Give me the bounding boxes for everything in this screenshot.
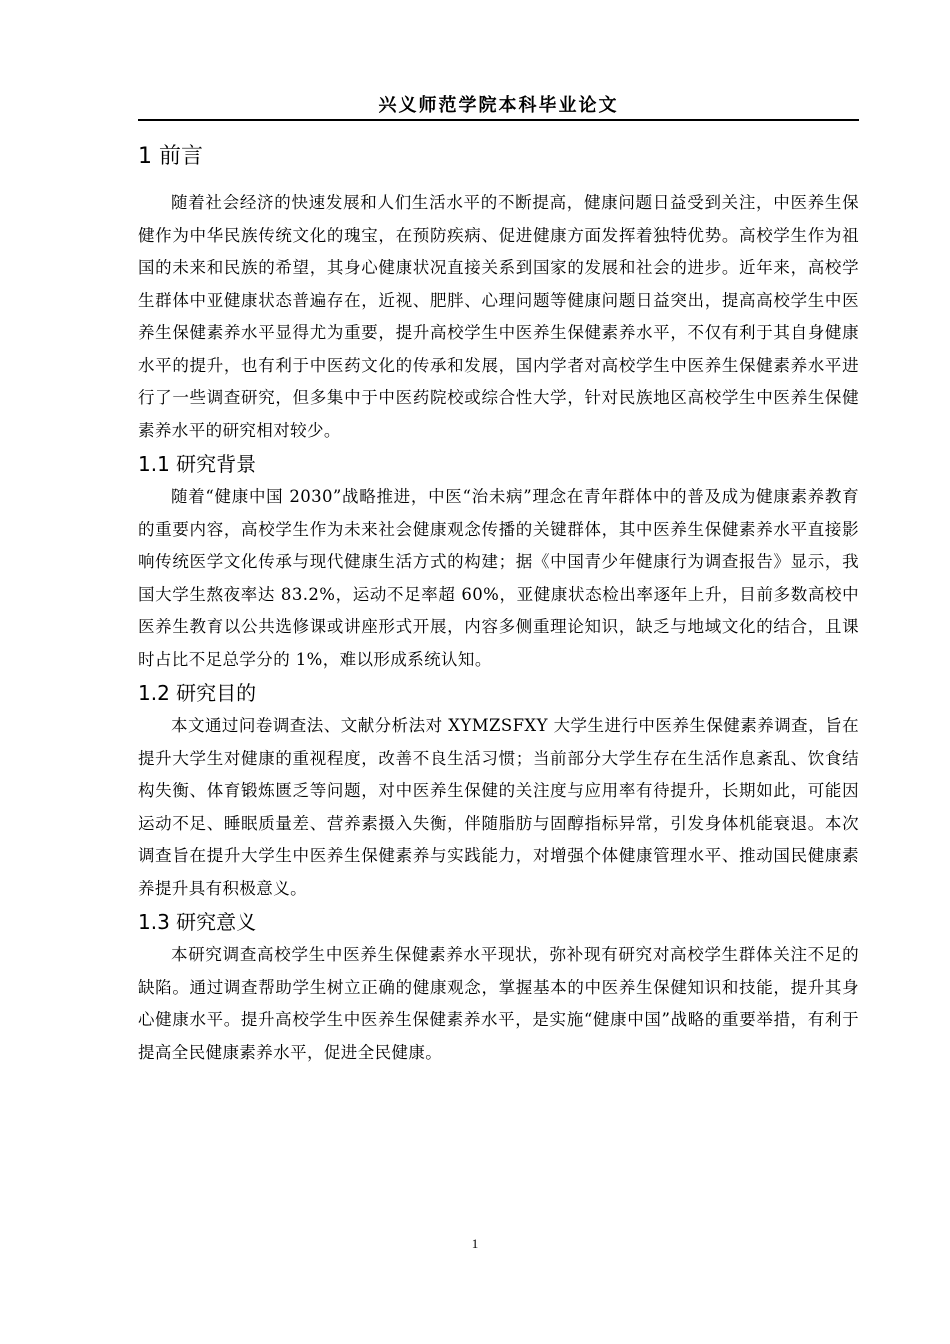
section-paragraph-significance: 本研究调查高校学生中医养生保健素养水平现状，弥补现有研究对高校学生群体关注不足的缺陷。通过调查帮助学生树立正确的健康观念，掌握基本的中医养生保健知识和技能，提升其身心健康水平。提升高校学生中医养生保健素养水平，是实施“健康中国”战略的重要举措，有利于提高全民健康素养水平，促进全民健康。 <box>138 945 859 1062</box>
section-paragraph-purpose: 本文通过问卷调查法、文献分析法对 XYMZSFXY 大学生进行中医养生保健素养调查，旨在提升大学生对健康的重视程度，改善不良生活习惯；当前部分大学生存在生活作息紊乱、饮食结构失衡、体育锻炼匮乏等问题，对中医养生保健的关注度与应用率有待提升，长期如此，可能因运动不足、睡眠质量差、营养素摄入失衡，伴随脂肪与固醇指标异常，引发身体机能衰退。本次调查旨在提升大学生中医养生保健素养与实践能力，对增强个体健康管理水平、推动国民健康素养提升具有积极意义。 <box>138 716 859 898</box>
running-header: 兴义师范学院本科毕业论文 <box>378 95 619 116</box>
section-paragraph-background: 随着“健康中国 2030”战略推进，中医“治未病”理念在青年群体中的普及成为健康素养教育的重要内容，高校学生作为未来社会健康观念传播的关键群体，其中医养生保健素养水平直接影响传统医学文化传承与现代健康生活方式的构建；据《中国青少年健康行为调查报告》显示，我国大学生熬夜率达 83.2%，运动不足率超 60%，亚健康状态检出率逐年上升，目前多数高校中医养生教育以公共选修课或讲座形式开展，内容多侧重理论知识，缺乏与地域文化的结合，且课时占比不足总学分的 1%，难以形成系统认知。 <box>138 487 859 669</box>
intro-paragraph: 随着社会经济的快速发展和人们生活水平的不断提高，健康问题日益受到关注，中医养生保健作为中华民族传统文化的瑰宝，在预防疾病、促进健康方面发挥着独特优势。高校学生作为祖国的未来和民族的希望，其身心健康状况直接关系到国家的发展和社会的进步。近年来，高校学生群体中亚健康状态普遍存在，近视、肥胖、心理问题等健康问题日益突出，提高高校学生中医养生保健素养水平显得尤为重要，提升高校学生中医养生保健素养水平，不仅有利于其自身健康水平的提升，也有利于中医药文化的传承和发展，国内学者对高校学生中医养生保健素养水平进行了一些调查研究，但多集中于中医药院校或综合性大学，针对民族地区高校学生中医养生保健素养水平的研究相对较少。 <box>138 193 859 440</box>
section-title-purpose: 1.2 研究目的 <box>138 681 257 705</box>
header-rule <box>138 119 859 121</box>
chapter-title: 1 前言 <box>138 144 203 169</box>
section-title-background: 1.1 研究背景 <box>138 452 257 476</box>
page-number: 1 <box>471 1236 479 1251</box>
page-content <box>138 138 859 1069</box>
section-title-significance: 1.3 研究意义 <box>138 910 257 934</box>
